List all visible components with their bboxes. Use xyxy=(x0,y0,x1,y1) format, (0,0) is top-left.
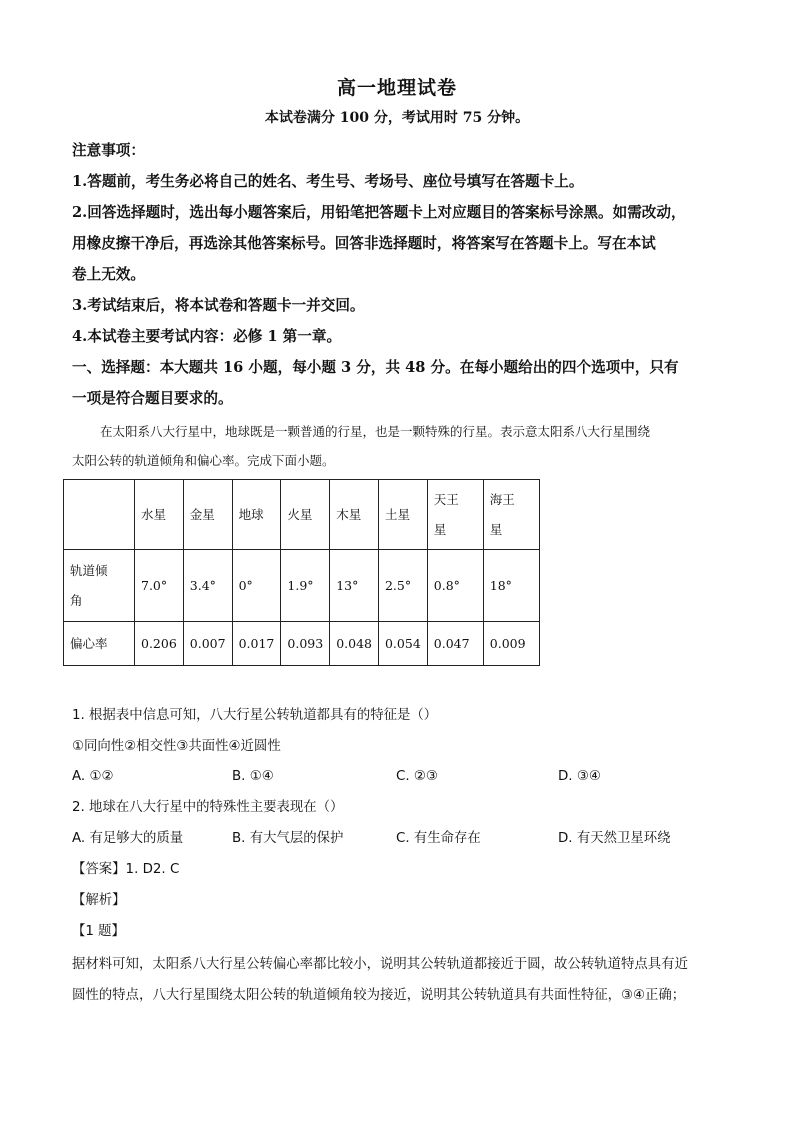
question-1-explanation-heading: 【1 题】 xyxy=(72,924,125,939)
table-row-inclination xyxy=(64,550,540,622)
table-cell: 1.9° xyxy=(281,550,330,622)
material-line-2: 太阳公转的轨道倾角和偏心率。完成下面小题。 xyxy=(72,453,335,468)
explanation-line-1: 据材料可知，太阳系八大行星公转偏心率都比较小，说明其公转轨道都接近于圆，故公转轨道特点具有近 xyxy=(72,957,688,972)
question-1-stem: 1. 根据表中信息可知，八大行星公转轨道都具有的特征是（） xyxy=(72,708,438,723)
table-cell: 0.048 xyxy=(330,622,379,666)
table-header-cell: 土星 xyxy=(378,480,427,550)
notice-item-2-line-1: 2.回答选择题时，选出每小题答案后，用铅笔把答题卡上对应题目的答案标号涂黑。如需改动， xyxy=(72,204,686,221)
question-2-option-c: C. 有生命存在 xyxy=(396,831,481,846)
table-cell: 0.054 xyxy=(378,622,427,666)
planet-orbit-table xyxy=(63,479,540,666)
table-cell: 18° xyxy=(483,550,539,622)
table-header-cell: 金星 xyxy=(183,480,232,550)
question-1-option-d: D. ③④ xyxy=(558,769,601,784)
notice-item-4: 4.本试卷主要考试内容：必修 1 第一章。 xyxy=(72,328,342,345)
notice-item-1: 1.答题前，考生务必将自己的姓名、考生号、考场号、座位号填写在答题卡上。 xyxy=(72,173,584,190)
notice-item-3: 3.考试结束后，将本试卷和答题卡一并交回。 xyxy=(72,297,365,314)
notice-item-2-line-3: 卷上无效。 xyxy=(72,266,145,283)
table-cell: 0° xyxy=(232,550,281,622)
table-cell: 0.017 xyxy=(232,622,281,666)
page-title: 高一地理试卷 xyxy=(336,77,457,99)
table-header-row xyxy=(64,480,540,550)
table-cell: 0.206 xyxy=(135,622,184,666)
table-cell: 2.5° xyxy=(378,550,427,622)
table-header-cell: 地球 xyxy=(232,480,281,550)
question-2-stem: 2. 地球在八大行星中的特殊性主要表现在（） xyxy=(72,800,344,815)
section-heading-line-1: 一、选择题：本大题共 16 小题，每小题 3 分，共 48 分。在每小题给出的四个选项中，只有 xyxy=(72,359,679,376)
table-header-cell: 水星 xyxy=(135,480,184,550)
table-cell: 13° xyxy=(330,550,379,622)
table-row-label: 轨道倾 角 xyxy=(64,550,135,622)
table-cell: 0.093 xyxy=(281,622,330,666)
table-header-cell: 火星 xyxy=(281,480,330,550)
table-cell: 0.047 xyxy=(427,622,483,666)
material-line-1: 在太阳系八大行星中，地球既是一颗普通的行星，也是一颗特殊的行星。表示意太阳系八大行星围绕 xyxy=(100,424,651,439)
section-heading-line-2: 一项是符合题目要求的。 xyxy=(72,390,233,407)
table-cell: 0.009 xyxy=(483,622,539,666)
table-cell: 7.0° xyxy=(135,550,184,622)
table-row-label: 偏心率 xyxy=(64,622,135,666)
table-row-eccentricity xyxy=(64,622,540,666)
table-header-cell: 木星 xyxy=(330,480,379,550)
question-1-option-a: A. ①② xyxy=(72,769,114,784)
explanation-line-2: 圆性的特点，八大行星围绕太阳公转的轨道倾角较为接近，说明其公转轨道具有共面性特征，③④正确； xyxy=(72,988,686,1003)
table-corner-cell xyxy=(64,480,135,550)
question-1-option-b: B. ①④ xyxy=(232,769,274,784)
notice-heading: 注意事项： xyxy=(72,142,145,159)
question-1-items: ①同向性②相交性③共面性④近圆性 xyxy=(72,739,281,754)
question-2-option-b: B. 有大气层的保护 xyxy=(232,831,344,846)
exam-subtitle: 本试卷满分 100 分，考试用时 75 分钟。 xyxy=(264,110,530,126)
question-2-option-d: D. 有天然卫星环绕 xyxy=(558,831,671,846)
table-header-cell: 海王 星 xyxy=(483,480,539,550)
notice-item-2-line-2: 用橡皮擦干净后，再选涂其他答案标号。回答非选择题时，将答案写在答题卡上。写在本试 xyxy=(72,235,656,252)
table-cell: 0.8° xyxy=(427,550,483,622)
question-1-option-c: C. ②③ xyxy=(396,769,438,784)
analysis-heading: 【解析】 xyxy=(72,893,126,908)
table-cell: 3.4° xyxy=(183,550,232,622)
table-cell: 0.007 xyxy=(183,622,232,666)
table-header-cell: 天王 星 xyxy=(427,480,483,550)
answer-line: 【答案】1. D2. C xyxy=(72,862,180,877)
question-2-option-a: A. 有足够大的质量 xyxy=(72,831,184,846)
